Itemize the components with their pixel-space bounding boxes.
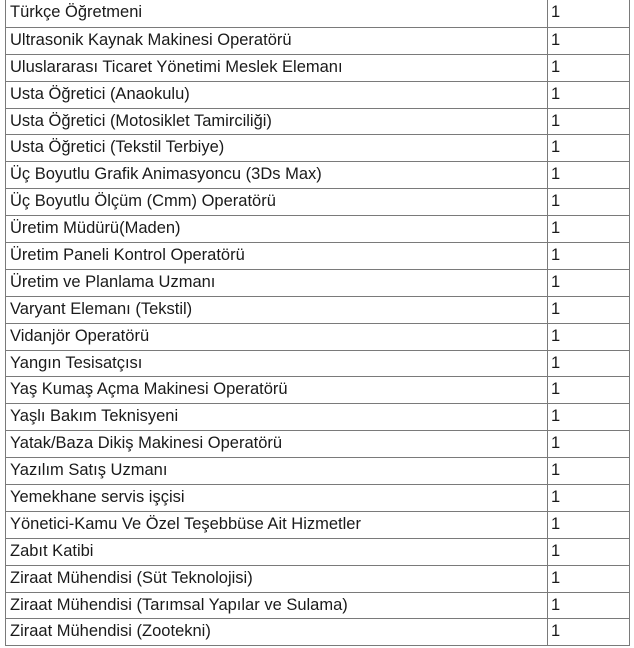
table-row [6,350,629,377]
table-row [6,296,629,323]
count-cell: 1 [551,165,561,184]
occupation-name-cell: Vidanjör Operatörü [6,324,548,350]
table-row [6,27,629,54]
count-cell: 1 [551,353,561,372]
table-row [6,134,629,161]
table-row [6,376,629,403]
occupation-name-cell: Usta Öğretici (Tekstil Terbiye) [6,135,548,161]
count-cell: 1 [551,461,561,480]
count-cell: 1 [551,299,561,318]
table-row [6,323,629,350]
table-row [6,538,629,565]
occupation-name-cell: Ziraat Mühendisi (Süt Teknolojisi) [6,566,548,592]
count-cell: 1 [551,111,561,130]
table-row [6,565,629,592]
occupation-table [5,0,630,646]
table-row [6,269,629,296]
table-row [6,0,629,27]
count-cell: 1 [551,57,561,76]
occupation-name-cell: Üç Boyutlu Ölçüm (Cmm) Operatörü [6,189,548,215]
table-row [6,457,629,484]
occupation-name-cell: Usta Öğretici (Anaokulu) [6,82,548,108]
count-cell: 1 [551,326,561,345]
count-cell: 1 [551,595,561,614]
count-cell: 1 [551,84,561,103]
occupation-name-cell: Üretim Müdürü(Maden) [6,216,548,242]
count-cell: 1 [551,246,561,265]
table-row [6,511,629,538]
occupation-name-cell: Yaş Kumaş Açma Makinesi Operatörü [6,377,548,403]
table-row [6,161,629,188]
table-row [6,215,629,242]
occupation-name-cell: Ziraat Mühendisi (Zootekni) [6,619,548,645]
count-cell: 1 [551,622,561,641]
occupation-name-cell: Üç Boyutlu Grafik Animasyoncu (3Ds Max) [6,162,548,188]
occupation-name-cell: Uluslararası Ticaret Yönetimi Meslek Elemanı [6,55,548,81]
occupation-name-cell: Yönetici-Kamu Ve Özel Teşebbüse Ait Hizmetler [6,512,548,538]
count-cell: 1 [551,434,561,453]
table-row [6,484,629,511]
table-row [6,592,629,619]
count-cell: 1 [551,219,561,238]
occupation-name-cell: Zabıt Katibi [6,539,548,565]
occupation-name-cell: Yatak/Baza Dikiş Makinesi Operatörü [6,431,548,457]
occupation-name-cell: Yangın Tesisatçısı [6,351,548,377]
table-row [6,108,629,135]
table-row [6,188,629,215]
count-cell: 1 [551,514,561,533]
occupation-name-cell: Ultrasonik Kaynak Makinesi Operatörü [6,28,548,54]
table-row [6,618,629,645]
occupation-name-cell: Üretim ve Planlama Uzmanı [6,270,548,296]
occupation-name-cell: Varyant Elemanı (Tekstil) [6,297,548,323]
count-cell: 1 [551,488,561,507]
count-cell: 1 [551,30,561,49]
table-row [6,54,629,81]
count-cell: 1 [551,407,561,426]
occupation-name-cell: Yazılım Satış Uzmanı [6,458,548,484]
count-cell: 1 [551,568,561,587]
table-row [6,403,629,430]
count-cell: 1 [551,192,561,211]
count-cell: 1 [551,138,561,157]
occupation-name-cell: Ziraat Mühendisi (Tarımsal Yapılar ve Sulama) [6,593,548,619]
count-cell: 1 [551,3,561,21]
occupation-name-cell: Yaşlı Bakım Teknisyeni [6,404,548,430]
occupation-name-cell: Türkçe Öğretmeni [6,0,548,27]
count-cell: 1 [551,541,561,560]
occupation-name-cell: Yemekhane servis işçisi [6,485,548,511]
table-row [6,430,629,457]
occupation-name-cell: Usta Öğretici (Motosiklet Tamirciliği) [6,109,548,135]
table-row [6,81,629,108]
count-cell: 1 [551,380,561,399]
table-row [6,242,629,269]
occupation-name-cell: Üretim Paneli Kontrol Operatörü [6,243,548,269]
count-cell: 1 [551,272,561,291]
